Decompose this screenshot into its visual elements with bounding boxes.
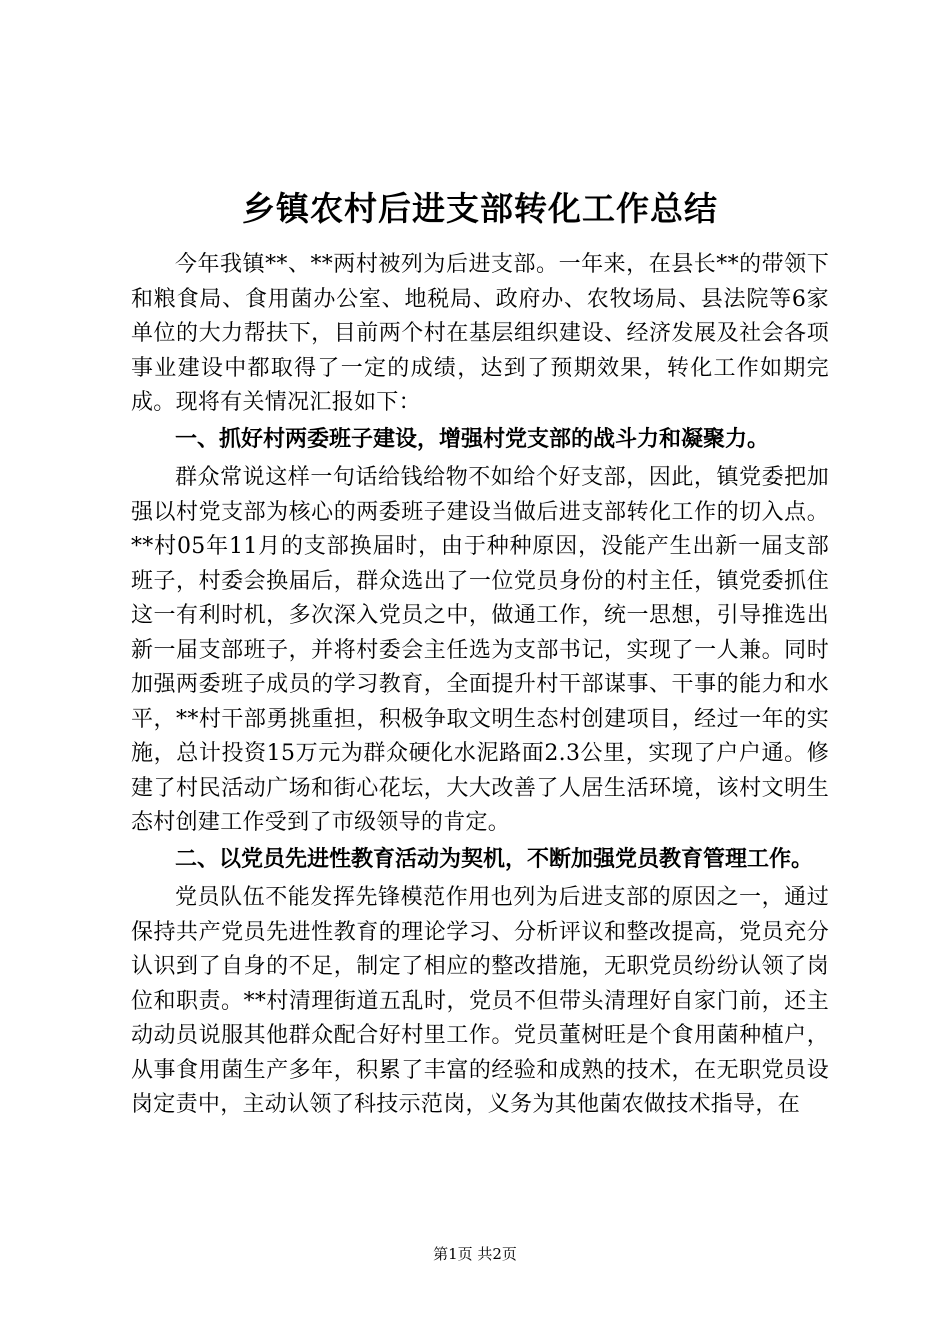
page-number-footer: 第1页 共2页: [433, 1245, 517, 1263]
document-page: [131, 180, 829, 1123]
section-body: 群众常说这样一句话给钱给物不如给个好支部，因此，镇党委把加强以村党支部为核心的两委班子建设当做后进支部转化工作的切入点。**村05年11月的支部换届时，由于种种原因，没能产生出新一届支部班子，村委会换届后，群众选出了一位党员身份的村主任，镇党委抓住这一有利时机，多次深入党员之中，做通工作，统一思想，引导推选出新一届支部班子，并将村委会主任选为支部书记，实现了一人兼。同时加强两委班子成员的学习教育，全面提升村干部谋事、干事的能力和水平，**村干部勇挑重担，积极争取文明生态村创建项目，经过一年的实施，总计投资15万元为群众硬化水泥路面2.3公里，实现了户户通。修建了村民活动广场和街心花坛，大大改善了人居生活环境，该村文明生态村创建工作受到了市级领导的肯定。: [131, 465, 829, 835]
section-2: [131, 843, 829, 1123]
section-heading: 二、以党员先进性教育活动为契机，不断加强党员教育管理工作。: [175, 846, 814, 872]
section-body: 党员队伍不能发挥先锋模范作用也列为后进支部的原因之一，通过保持共产党员先进性教育的理论学习、分析评议和整改提高，党员充分认识到了自身的不足，制定了相应的整改措施，无职党员纷纷认领了岗位和职责。**村清理街道五乱时，党员不但带头清理好自家门前，还主动动员说服其他群众配合好村里工作。党员董树旺是个食用菌种植户，从事食用菌生产多年，积累了丰富的经验和成熟的技术，在无职党员设岗定责中，主动认领了科技示范岗，义务为其他菌农做技术指导，在: [131, 885, 829, 1117]
section-heading: 一、抓好村两委班子建设，增强村党支部的战斗力和凝聚力。: [175, 426, 770, 452]
document-title: 乡镇农村后进支部转化工作总结: [242, 189, 718, 228]
section-1: [131, 423, 829, 841]
intro-paragraph: 今年我镇**、**两村被列为后进支部。一年来，在县长**的带领下和粮食局、食用菌办公室、地税局、政府办、农牧场局、县法院等6家单位的大力帮扶下，目前两个村在基层组织建设、经济发展及社会各项事业建设中都取得了一定的成绩，达到了预期效果，转化工作如期完成。现将有关情况汇报如下：: [131, 252, 829, 415]
